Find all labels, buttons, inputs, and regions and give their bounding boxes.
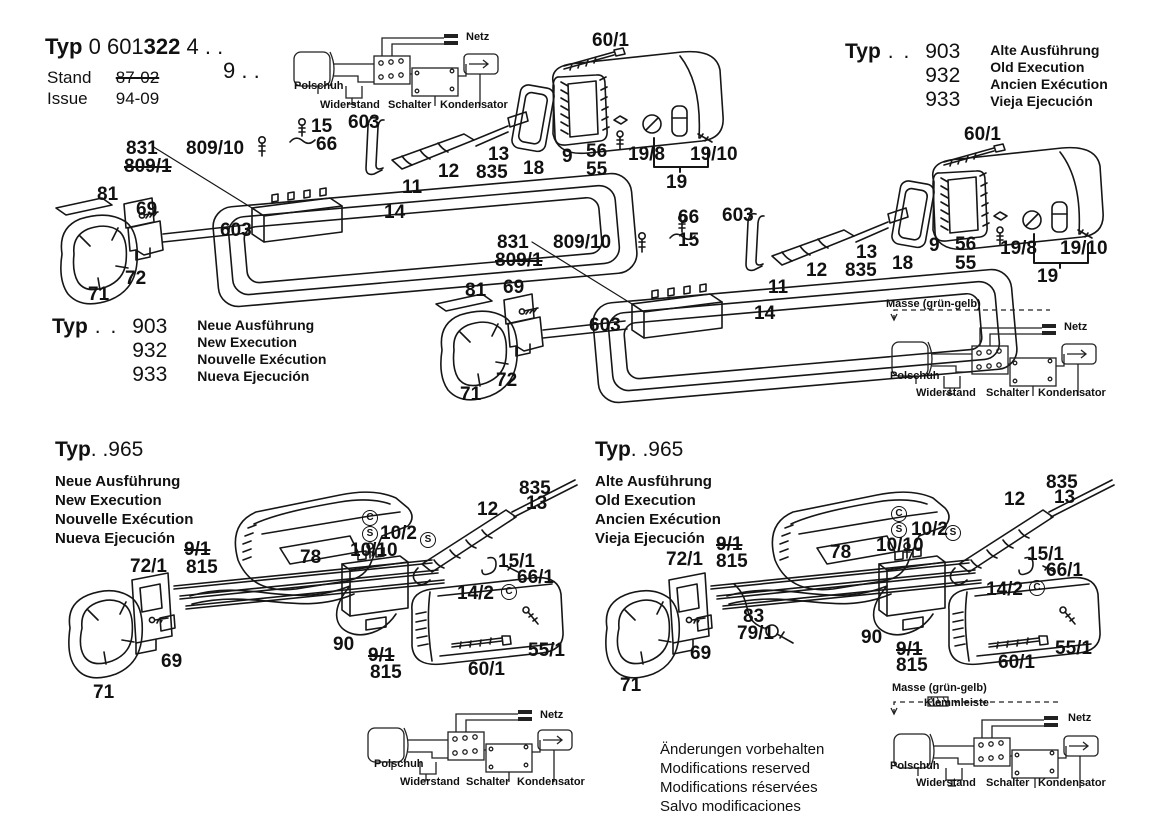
- wiring-diagram-right: [880, 298, 1169, 400]
- execution-labels: Alte Ausführung Old Execution Ancien Exécution Vieja Ejecución: [595, 473, 721, 547]
- wiring-diagram-bottom: [362, 698, 602, 793]
- wiring-label-widerstand: Widerstand: [320, 99, 380, 111]
- part-callout-55-1: 55/1: [528, 640, 565, 661]
- part-callout-831: 831: [126, 138, 158, 159]
- typ-variant-2: 9 . .: [223, 58, 260, 83]
- part-callout-603: 603: [348, 112, 380, 133]
- part-callout-15: 15: [678, 230, 700, 251]
- part-callout-14: 14: [384, 202, 406, 223]
- part-callout-71: 71: [88, 284, 110, 305]
- part-callout-66: 66: [678, 207, 700, 228]
- part-callout-69: 69: [136, 199, 158, 220]
- part-callout-10-2: 10/2: [911, 519, 948, 540]
- part-callout-18: 18: [523, 158, 545, 179]
- wiring-label-netz: Netz: [1068, 712, 1092, 724]
- part-callout-60-1: 60/1: [998, 652, 1035, 673]
- part-callout-15-1: 15/1: [498, 551, 535, 572]
- part-callout-12: 12: [806, 260, 828, 281]
- wiring-label-kondensator: Kondensator: [1038, 777, 1106, 789]
- part-callout-60-1: 60/1: [592, 30, 629, 51]
- typ-prefix: 0 601: [88, 34, 144, 59]
- part-callout-835: 835: [845, 260, 877, 281]
- part-callout-56: 56: [586, 141, 608, 162]
- type-numbers: 903 932 933: [132, 315, 168, 386]
- part-callout-19-10: 19/10: [1060, 238, 1108, 259]
- wiring-label-widerstand: Widerstand: [916, 777, 976, 789]
- part-callout-18: 18: [892, 253, 914, 274]
- part-callout-19: 19: [666, 172, 688, 193]
- part-callout-C: C: [891, 506, 907, 522]
- part-callout-12: 12: [477, 499, 499, 520]
- type-block-mid-left: Typ . . 903 932 933 Neue Ausführung New Execution Nouvelle Exécution Nueva Ejecución: [52, 315, 327, 386]
- part-callout-809-10: 809/10: [186, 138, 245, 159]
- part-callout-11: 11: [402, 177, 423, 198]
- wiring-label-polschuh: Polschuh: [890, 370, 940, 382]
- part-callout-19-10: 19/10: [690, 144, 738, 165]
- part-callout-83: 83: [743, 606, 765, 627]
- part-callout-69: 69: [161, 651, 183, 672]
- wiring-label-schalter: Schalter: [388, 99, 432, 111]
- wiring-diagram-top: [288, 22, 528, 117]
- part-callout-71: 71: [93, 682, 115, 703]
- part-callout-815: 815: [186, 557, 218, 578]
- part-callout-603: 603: [589, 315, 621, 336]
- part-callout-71: 71: [460, 384, 482, 405]
- part-callout-14: 14: [754, 303, 776, 324]
- typ-label: Typ: [45, 34, 83, 59]
- part-callout-C: C: [501, 584, 517, 600]
- notice-line-en: Modifications reserved: [660, 760, 811, 777]
- issue-label: Issue: [47, 89, 88, 108]
- wiring-label-widerstand: Widerstand: [400, 776, 460, 788]
- wiring-label-netz: Netz: [1064, 321, 1088, 333]
- wiring-label-widerstand: Widerstand: [916, 387, 976, 399]
- wiring-label-netz: Netz: [466, 31, 490, 43]
- part-callout-69: 69: [503, 277, 525, 298]
- typ-variant-1: 4 . .: [186, 34, 224, 59]
- part-callout-S: S: [945, 525, 961, 541]
- notice-line-fr: Modifications réservées: [660, 779, 818, 796]
- part-callout-72: 72: [125, 268, 147, 289]
- notice-line-es: Salvo modificaciones: [660, 798, 801, 815]
- issue-value: 94-09: [115, 89, 160, 108]
- part-callout-9-1: 9/1: [368, 645, 395, 666]
- part-callout-14-2: 14/2: [457, 583, 494, 604]
- wiring-label-polschuh: Polschuh: [294, 80, 344, 92]
- wiring-label-netz: Netz: [540, 709, 564, 721]
- part-callout-9-1: 9/1: [716, 534, 743, 555]
- execution-labels: Neue Ausführung New Execution Nouvelle Exécution Nueva Ejecución: [197, 317, 327, 384]
- part-callout-10-10: 10/10: [350, 540, 398, 561]
- part-callout-78: 78: [300, 547, 322, 568]
- wiring-label-masse: Masse (grün-gelb): [892, 682, 987, 694]
- part-callout-72-1: 72/1: [666, 549, 703, 570]
- part-callout-C: C: [1029, 580, 1045, 596]
- part-callout-13: 13: [526, 493, 548, 514]
- wiring-label-kondensator: Kondensator: [1038, 387, 1106, 399]
- part-callout-66-1: 66/1: [1046, 560, 1083, 581]
- part-callout-C: C: [362, 510, 378, 526]
- part-callout-809-1: 809/1: [124, 156, 172, 177]
- wiring-label-polschuh: Polschuh: [374, 758, 424, 770]
- type-numbers: 903 932 933: [925, 40, 961, 111]
- part-callout-81: 81: [97, 184, 119, 205]
- part-callout-603: 603: [220, 220, 252, 241]
- part-callout-90: 90: [861, 627, 883, 648]
- part-callout-81: 81: [465, 280, 487, 301]
- part-callout-66-1: 66/1: [517, 567, 554, 588]
- type-block-top-right: Typ . . 903 932 933 Alte Ausführung Old Execution Ancien Exécution Vieja Ejecución: [845, 40, 1108, 111]
- part-callout-55: 55: [955, 253, 977, 274]
- part-callout-9: 9: [562, 146, 573, 167]
- part-callout-10-10: 10/10: [876, 535, 924, 556]
- part-callout-815: 815: [716, 551, 748, 572]
- part-callout-815: 815: [896, 655, 928, 676]
- part-callout-9: 9: [929, 235, 940, 256]
- part-callout-14-2: 14/2: [986, 579, 1023, 600]
- part-callout-835: 835: [476, 162, 508, 183]
- part-callout-60-1: 60/1: [964, 124, 1001, 145]
- part-callout-55-1: 55/1: [1055, 638, 1092, 659]
- wiring-label-schalter: Schalter: [986, 387, 1030, 399]
- part-callout-15-1: 15/1: [1027, 544, 1064, 565]
- part-callout-55: 55: [586, 159, 608, 180]
- part-callout-13: 13: [488, 144, 510, 165]
- wiring-label-masse: Masse (grün-gelb): [886, 298, 981, 310]
- wiring-label-polschuh: Polschuh: [890, 760, 940, 772]
- wiring-diagram-bottom-right: [880, 680, 1169, 790]
- wiring-label-kondensator: Kondensator: [517, 776, 585, 788]
- execution-labels: Neue Ausführung New Execution Nouvelle Exécution Nueva Ejecución: [55, 473, 194, 547]
- part-callout-S: S: [891, 522, 907, 538]
- part-callout-835: 835: [1046, 472, 1078, 493]
- exploded-view-965-new: [40, 468, 600, 713]
- type-block-bottom-right: Typ . .965 Alte Ausführung Old Execution Ancien Exécution Vieja Ejecución: [595, 438, 721, 547]
- modifications-notice: [660, 740, 824, 816]
- part-callout-13: 13: [1054, 487, 1076, 508]
- part-callout-809-10: 809/10: [553, 232, 612, 253]
- part-callout-S: S: [420, 532, 436, 548]
- part-callout-12: 12: [1004, 489, 1026, 510]
- part-callout-71: 71: [620, 675, 642, 696]
- typ-bold: 322: [143, 34, 181, 59]
- stand-label: Stand: [47, 68, 92, 87]
- part-callout-9-1: 9/1: [896, 639, 923, 660]
- stand-value: 87-02: [115, 68, 160, 87]
- part-callout-72: 72: [496, 370, 518, 391]
- part-callout-56: 56: [955, 234, 977, 255]
- part-callout-78: 78: [830, 542, 852, 563]
- wiring-label-kondensator: Kondensator: [440, 99, 508, 111]
- part-callout-11: 11: [768, 277, 789, 298]
- part-callout-13: 13: [856, 242, 878, 263]
- part-callout-19: 19: [1037, 266, 1059, 287]
- part-callout-66: 66: [316, 134, 338, 155]
- part-callout-835: 835: [519, 478, 551, 499]
- part-callout-S: S: [362, 526, 378, 542]
- part-callout-19-8: 19/8: [1000, 238, 1037, 259]
- wiring-label-schalter: Schalter: [986, 777, 1030, 789]
- callout-layer: [577, 468, 1169, 713]
- part-callout-603: 603: [722, 205, 754, 226]
- type-block-bottom-left: Typ . .965 Neue Ausführung New Execution Nouvelle Exécution Nueva Ejecución: [55, 438, 194, 547]
- part-callout-72-1: 72/1: [130, 556, 167, 577]
- part-callout-19-8: 19/8: [628, 144, 665, 165]
- part-callout-15: 15: [311, 116, 333, 137]
- part-callout-79-1: 79/1: [737, 623, 774, 644]
- part-callout-831: 831: [497, 232, 529, 253]
- wiring-label-schalter: Schalter: [466, 776, 510, 788]
- part-callout-12: 12: [438, 161, 460, 182]
- part-callout-815: 815: [370, 662, 402, 683]
- part-callout-90: 90: [333, 634, 355, 655]
- execution-labels: Alte Ausführung Old Execution Ancien Exécution Vieja Ejecución: [990, 42, 1108, 109]
- wiring-label-klemmleiste: Klemmleiste: [924, 697, 989, 709]
- part-callout-9-1: 9/1: [184, 539, 211, 560]
- callout-layer: [40, 468, 600, 713]
- part-callout-60-1: 60/1: [468, 659, 505, 680]
- part-callout-809-1: 809/1: [495, 250, 543, 271]
- part-callout-10-2: 10/2: [380, 523, 417, 544]
- exploded-view-965-old: [577, 468, 1169, 713]
- notice-line-de: Änderungen vorbehalten: [660, 741, 825, 758]
- part-callout-69: 69: [690, 643, 712, 664]
